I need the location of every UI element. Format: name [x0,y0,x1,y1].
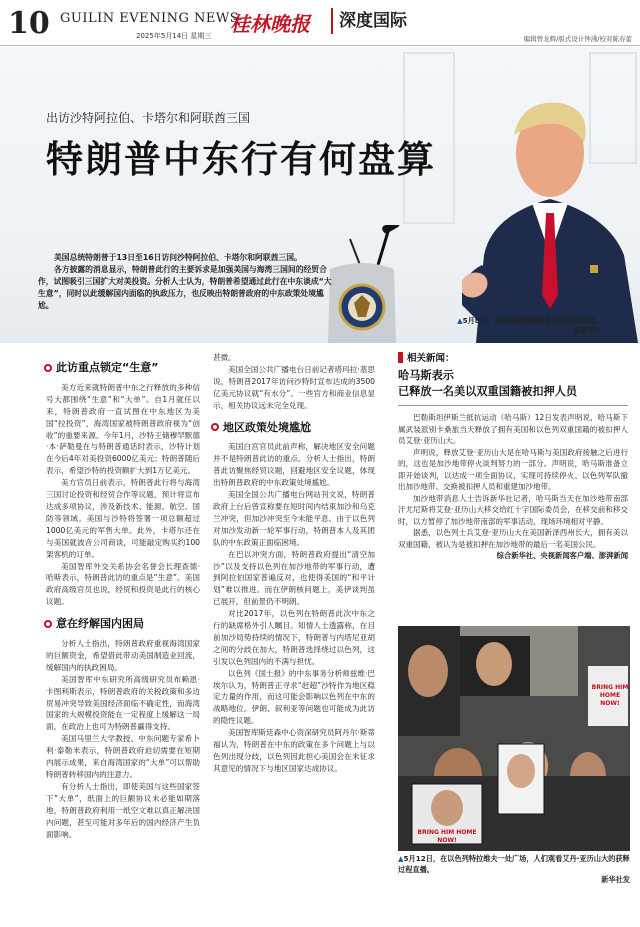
related-paragraph: 巴勒斯坦伊斯兰抵抗运动（哈马斯）12日发表声明说，哈马斯下属武装派别卡桑旅当天释放了拥有美国和以色列双重国籍的被扣押人员艾登·亚历山大。 [398,413,628,445]
section-heading-text: 此访重点锁定“生意” [56,361,159,374]
article-paragraph: 美国马里兰大学教授、中东问题专家希卜利·泰勒米表示，特朗普政府迫切需要在短期内展示成果，来自海湾国家的“大单”可以帮助特朗普转移国内的注意力。 [46,734,200,779]
article-paragraph: 以色列《国土报》的中东事务分析师兹维·巴埃尔认为，特朗普正寻求“赶超”沙特作为地区稳定力量的作用，而这可能会影响以色列在中东的战略地位。伊朗、叙利亚等问题也可能成为此访的隐性议题。 [213,668,375,726]
article-paragraph: 有分析人士指出，即使美国与这些国家签下“大单”，纸面上的巨额协议未必能如期落地，特朗普政府利用一纸空文难以真正解决国内问题，甚至可能对多年后的国内经济产生负面影响。 [46,781,200,839]
section-heading-text: 意在纾解国内困局 [56,617,144,631]
article-column-2 [213,352,375,775]
paper-logo: 桂林晚报 [230,12,310,36]
section-heading [211,422,375,434]
section-heading-text: 地区政策处境尴尬 [223,420,311,434]
president-portrait [462,95,640,343]
article-paragraph: 分析人士指出，特朗普政府重视海湾国家的巨额资金，希望借此带动美国制造业回流，缓解国内的执政困局。 [46,639,200,672]
lede-paragraph: 美国总统特朗普于13日至16日访问沙特阿拉伯、卡塔尔和阿联酋三国。 [54,253,302,262]
protest-photo-caption [398,854,630,886]
related-news-tag [398,350,628,364]
article-paragraph: 美国智库斯廷森中心资深研究员阿丹尔·斯蒂福认为，特朗普在中东的政策在多个问题上与以色列出现分歧，以色列因此担心美国会在未征求其意见的情况下与地区国家达成协议。 [213,728,375,773]
editor-credits: 编辑曾龙辉/版式设计钟沸/校对陈春蕾 [523,35,632,43]
up-arrow-icon: ▲ [398,854,404,863]
article-paragraph: 美国智库中东研究所高级研究员布赖恩·卡图利斯表示，特朗普政府的关税政策和多边贸易冲突导致美国经济面临不确定性，而海湾国家的大规模投资能在一定程度上缓解这一局面，在政治上也可为特朗普赢得支持。 [46,674,200,732]
protest-photo [398,626,630,851]
related-paragraph: 加沙地带消息人士告诉新华社记者，哈马斯当天在加沙地带南部汗尤尼斯将艾登·亚历山大移交给红十字国际委员会，在移交前和移交时，以方暂停了加沙地带南部的军事活动，现场环境相对平静。 [398,493,628,526]
bullet-circle-icon [44,620,52,628]
article-paragraph: 美国全国公共广播电台网站刊文说，特朗普政府上台后曾宣称要在短时间内结束加沙和乌克兰冲突，但加沙冲突至今未能平息。由于以色列对加沙发动新一轮军事行动，特朗普本人及其团队的中东政策正面临困境。 [213,490,375,547]
section-heading [44,618,200,630]
related-news-box [398,350,628,561]
bullet-circle-icon [211,423,219,431]
article-paragraph: 美国白宫官员此前声称，解决地区安全问题并不是特朗普此访的重点。分析人士指出，特朗普此访聚焦经贸议题，回避地区安全议题，体现出特朗普政府的中东政策处境尴尬。 [213,442,375,488]
issue-date: 2025年5月14日 星期三 [136,32,212,40]
hero-photo-caption [402,316,602,336]
article-paragraph: 对比2017年，以色列在特朗普此次中东之行的缺席格外引人瞩目。知情人士透露称，在目前加沙局势持续的情况下，特朗普与内塔尼亚胡之间的分歧在加大，特朗普选择绕过以色列，这引发以色列国内的不满与担忧。 [213,609,375,666]
article-column-1 [46,352,200,840]
hero-lede [38,252,338,312]
paper-name-english: GUILIN EVENING NEWS [60,11,240,26]
related-body [398,412,628,550]
masthead [0,0,640,46]
related-title-line-1: 哈马斯表示 [398,369,454,382]
protest-sign: BRING HIM HOME NOW! [591,684,629,707]
related-tag-text: 相关新闻： [407,353,455,364]
article-paragraph: 甚微。 [213,353,236,362]
bullet-circle-icon [44,364,52,372]
hero-subtitle: 出访沙特阿拉伯、卡塔尔和阿联酋三国 [46,111,251,125]
caption-text: 5月8日，美国总统特朗普在白宫出席活动。 [462,316,602,325]
article-paragraph: 美国智库外交关系协会名誉会长理查德·哈斯表示，特朗普此访的重点是“生意”。美国政府高级官员也说，经贸和投资是此行的核心议题。 [46,561,200,607]
related-credit: 综合新华社、央视新闻客户端、澎湃新闻 [496,551,628,560]
article-paragraph: 在巴以冲突方面，特朗普政府提出“清空加沙”以及支持以色列在加沙地带的军事行动，遭到阿拉伯国家普遍反对，也使得美国的“和平计划”难以推进。而在伊朗核问题上，美伊谈判虽已展开，但前景仍不明朗。 [213,549,375,607]
tag-bar-icon [398,352,403,363]
article-paragraph: 美方官员日前表示，特朗普此行将与海湾三国讨论投资和经贸合作等议题，预计将宣布达成多项协议，涉及新技术、能源、航空、国防等领域。美国与沙特将签署一项总额超过1000亿美元的军售大单。此外，卡塔尔还在与美国就波音公司商谈，可能敲定购买约100架客机的订单。 [46,478,200,559]
lede-paragraph: 各方披露的消息显示，特朗普此行的主要诉求是加强美国与海湾三国间的经贸合作，试图吸引三国扩大对美投资。分析人士认为，特朗普希望通过此行在中东谈成“大生意”，同时以此缓解国内面临的执政压力，也反映出特朗普政府的中东政策处境尴尬。 [38,265,332,310]
hero-title: 特朗普中东行有何盘算 [46,138,436,181]
protest-sign: BRING HIM HOME NOW! [417,829,477,844]
article-paragraph: 美国全国公共广播电台日前记者塔玛拉·基思说，特朗普2017年访问沙特时宣布达成的3500亿美元协议就“有水分”。一些官方和商业信息显示，相关协议远未完全兑现。 [213,364,375,410]
protest-crowd-illustration [398,626,630,851]
related-paragraph: 声明说，释放艾登·亚历山大是在哈马斯与美国政府接触之后进行的，这也是加沙地带停火谈判努力的一部分。声明说，哈马斯准备立即开始谈判，以达成一项全面协议，实现可持续停火、以色列军队撤出加沙地带、交换被扣押人员和重建加沙地带。 [398,447,628,491]
article-paragraph: 美方近来就特朗普中东之行释放的多种信号大都围绕“生意”和“大单”。自1月就任以来，特朗普政府一直试图在中东地区为美国“拉投资”，海湾国家被特朗普政府视为“创收”的重要来源。今年1月，沙特王储穆罕默德·本·萨勒曼在与特朗普通话时表示，沙特计划在今后4年对美投资6000亿美元；特朗普随后表示，希望沙特的投资额扩大到1万亿美元。 [46,382,200,476]
section-heading [44,362,200,374]
up-arrow-icon: ▲ [457,316,463,325]
section-title: 深度国际 [331,8,413,34]
caption-text: 5月12日，在以色列特拉维夫一处广场，人们观看艾丹·亚历山大的获释过程直播。 [398,854,630,874]
related-title-line-2: 已释放一名美以双重国籍被扣押人员 [398,383,628,406]
related-paragraph: 据悉，以色列士兵艾登·亚历山大在美国新泽西州长大，拥有美以双重国籍，被认为是被扣押在加沙地带的最后一名美国公民。 [398,528,628,549]
caption-credit: 新华社发 [601,875,630,884]
caption-credit: 据新华社 [573,326,602,335]
hero-photo [0,47,640,343]
page-number: 10 [8,6,50,41]
